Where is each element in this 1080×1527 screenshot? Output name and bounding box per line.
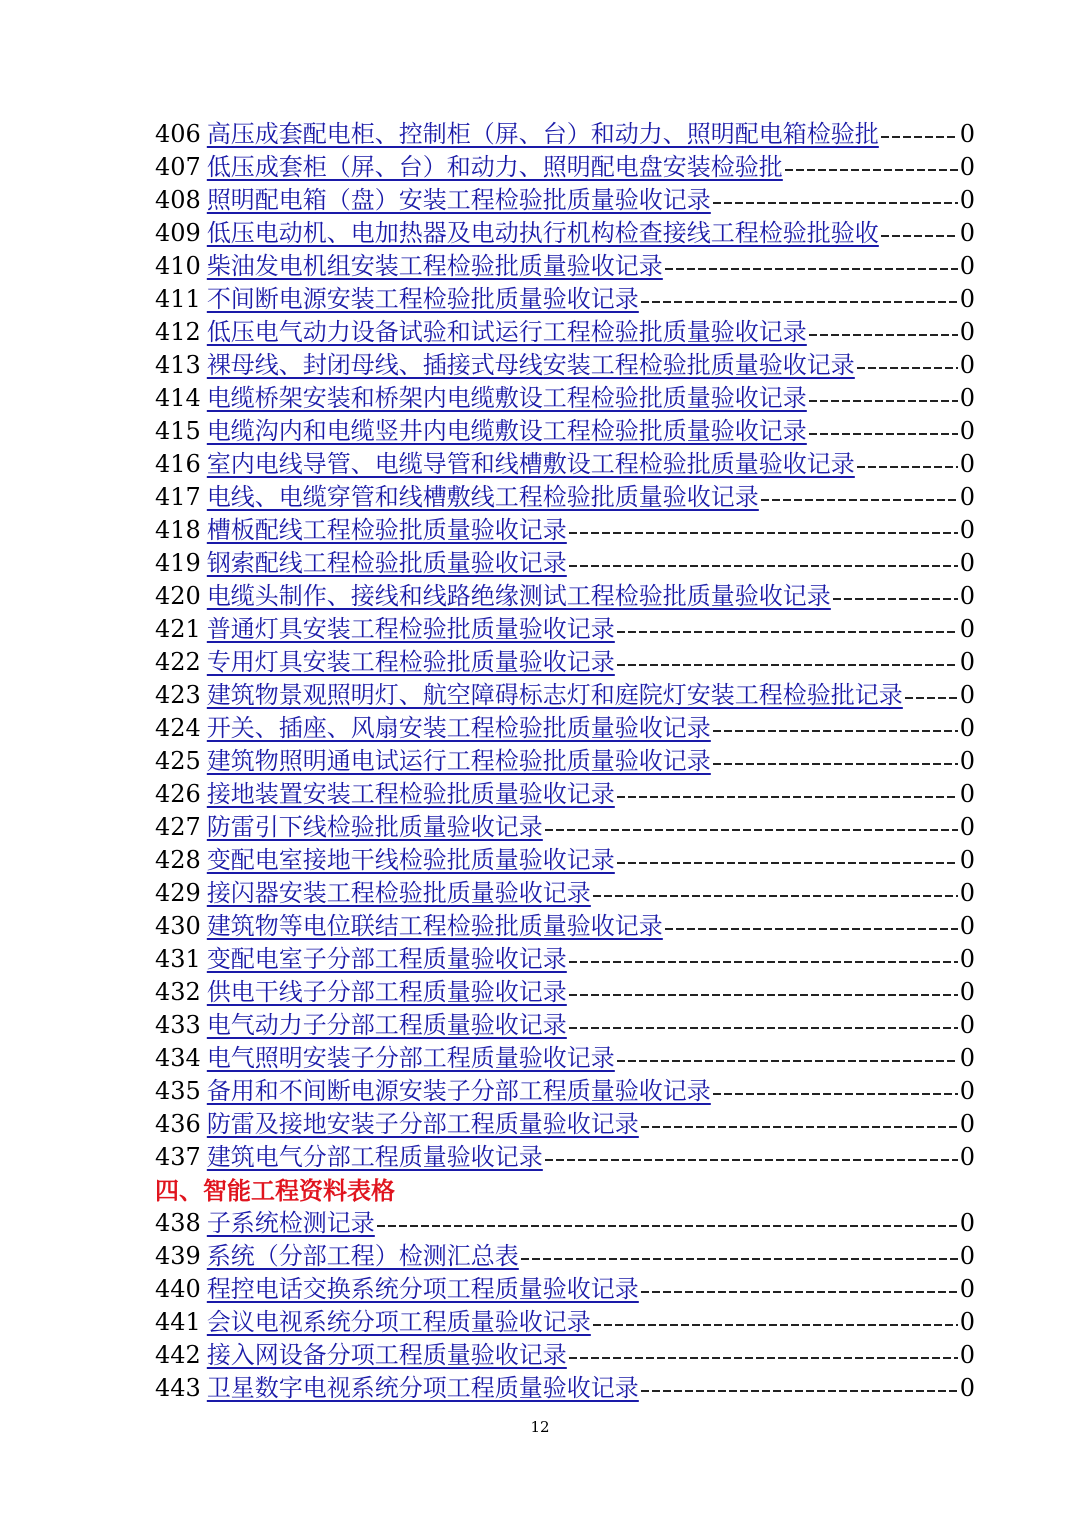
entry-page-number: 0 (959, 1011, 975, 1039)
entry-title-link[interactable]: 建筑物照明通电试运行工程检验批质量验收记录 (206, 747, 711, 775)
dash-leader (545, 1159, 958, 1161)
entry-title-link[interactable]: 照明配电箱（盘）安装工程检验批质量验收记录 (206, 186, 711, 214)
toc-entry (155, 448, 975, 481)
entry-title-link[interactable]: 供电干线子分部工程质量验收记录 (206, 978, 567, 1006)
entry-number: 406 (155, 120, 201, 148)
toc-entry (155, 349, 975, 382)
entry-page-number: 0 (959, 714, 975, 742)
section-heading: 四、智能工程资料表格 (155, 1176, 395, 1205)
toc-list-intelligent (155, 1207, 975, 1405)
entry-number: 412 (155, 318, 201, 346)
entry-page-number: 0 (959, 879, 975, 907)
entry-page-number: 0 (959, 450, 975, 478)
entry-title-link[interactable]: 电气照明安装子分部工程质量验收记录 (206, 1044, 615, 1072)
toc-entry (155, 844, 975, 877)
entry-page-number: 0 (959, 681, 975, 709)
entry-page-number: 0 (959, 318, 975, 346)
dash-leader (641, 1390, 958, 1392)
entry-page-number: 0 (959, 912, 975, 940)
toc-entry (155, 415, 975, 448)
entry-number: 433 (155, 1011, 201, 1039)
entry-number: 420 (155, 582, 201, 610)
entry-number: 421 (155, 615, 201, 643)
entry-title-link[interactable]: 电线、电缆穿管和线槽敷线工程检验批质量验收记录 (206, 483, 759, 511)
dash-leader (713, 730, 958, 732)
entry-number: 425 (155, 747, 201, 775)
entry-title-link[interactable]: 钢索配线工程检验批质量验收记录 (206, 549, 567, 577)
dash-leader (665, 268, 958, 270)
entry-number: 427 (155, 813, 201, 841)
entry-page-number: 0 (959, 1044, 975, 1072)
entry-number: 428 (155, 846, 201, 874)
dash-leader (785, 169, 958, 171)
entry-number: 410 (155, 252, 201, 280)
entry-page-number: 0 (959, 945, 975, 973)
toc-entry (155, 1141, 975, 1174)
entry-page-number: 0 (959, 120, 975, 148)
entry-title-link[interactable]: 柴油发电机组安装工程检验批质量验收记录 (206, 252, 663, 280)
toc-list-electrical (155, 118, 975, 1174)
entry-page-number: 0 (959, 780, 975, 808)
toc-entry (155, 778, 975, 811)
toc-entry (155, 580, 975, 613)
toc-entry (155, 1372, 975, 1405)
entry-page-number: 0 (959, 516, 975, 544)
dash-leader (809, 433, 958, 435)
toc-entry (155, 1108, 975, 1141)
entry-number: 431 (155, 945, 201, 973)
dash-leader (713, 763, 958, 765)
entry-number: 438 (155, 1209, 201, 1237)
entry-number: 414 (155, 384, 201, 412)
entry-number: 422 (155, 648, 201, 676)
dash-leader (809, 334, 958, 336)
entry-title-link[interactable]: 会议电视系统分项工程质量验收记录 (206, 1308, 591, 1336)
entry-title-link[interactable]: 低压电动机、电加热器及电动执行机构检查接线工程检验批验收 (206, 219, 879, 247)
entry-page-number: 0 (959, 285, 975, 313)
toc-entry (155, 382, 975, 415)
entry-title-link[interactable]: 卫星数字电视系统分项工程质量验收记录 (206, 1374, 639, 1402)
entry-title-link[interactable]: 接地装置安装工程检验批质量验收记录 (206, 780, 615, 808)
dash-leader (833, 598, 958, 600)
dash-leader (593, 1324, 958, 1326)
entry-title-link[interactable]: 建筑电气分部工程质量验收记录 (206, 1143, 543, 1171)
entry-number: 429 (155, 879, 201, 907)
dash-leader (569, 961, 958, 963)
entry-title-link[interactable]: 建筑物等电位联结工程检验批质量验收记录 (206, 912, 663, 940)
entry-number: 418 (155, 516, 201, 544)
entry-page-number: 0 (959, 219, 975, 247)
entry-number: 430 (155, 912, 201, 940)
entry-title-link[interactable]: 建筑物景观照明灯、航空障碍标志灯和庭院灯安装工程检验批记录 (206, 681, 903, 709)
entry-title-link[interactable]: 电缆沟内和电缆竖井内电缆敷设工程检验批质量验收记录 (206, 417, 807, 445)
dash-leader (569, 565, 958, 567)
toc-entry (155, 1009, 975, 1042)
entry-page-number: 0 (959, 1110, 975, 1138)
toc-entry (155, 976, 975, 1009)
dash-leader (809, 400, 958, 402)
entry-title-link[interactable]: 程控电话交换系统分项工程质量验收记录 (206, 1275, 639, 1303)
entry-page-number: 0 (959, 186, 975, 214)
entry-page-number: 0 (959, 747, 975, 775)
entry-page-number: 0 (959, 1374, 975, 1402)
entry-title-link[interactable]: 电气动力子分部工程质量验收记录 (206, 1011, 567, 1039)
dash-leader (857, 466, 958, 468)
dash-leader (881, 235, 958, 237)
entry-number: 416 (155, 450, 201, 478)
toc-entry (155, 1042, 975, 1075)
entry-number: 439 (155, 1242, 201, 1270)
entry-number: 435 (155, 1077, 201, 1105)
entry-title-link[interactable]: 普通灯具安装工程检验批质量验收记录 (206, 615, 615, 643)
entry-number: 419 (155, 549, 201, 577)
entry-page-number: 0 (959, 483, 975, 511)
dash-leader (569, 1357, 958, 1359)
entry-number: 426 (155, 780, 201, 808)
entry-title-link[interactable]: 低压成套柜（屏、台）和动力、照明配电盘安装检验批 (206, 153, 783, 181)
entry-number: 436 (155, 1110, 201, 1138)
toc-entry (155, 943, 975, 976)
dash-leader (377, 1225, 958, 1227)
toc-entry (155, 217, 975, 250)
entry-page-number: 0 (959, 813, 975, 841)
dash-leader (545, 829, 958, 831)
entry-title-link[interactable]: 裸母线、封闭母线、插接式母线安装工程检验批质量验收记录 (206, 351, 855, 379)
dash-leader (641, 1291, 958, 1293)
dash-leader (593, 895, 958, 897)
entry-number: 408 (155, 186, 201, 214)
entry-title-link[interactable]: 槽板配线工程检验批质量验收记录 (206, 516, 567, 544)
entry-title-link[interactable]: 电缆桥架安装和桥架内电缆敷设工程检验批质量验收记录 (206, 384, 807, 412)
entry-number: 409 (155, 219, 201, 247)
dash-leader (617, 862, 958, 864)
entry-page-number: 0 (959, 384, 975, 412)
dash-leader (641, 301, 958, 303)
entry-number: 437 (155, 1143, 201, 1171)
toc-entry (155, 1339, 975, 1372)
entry-title-link[interactable]: 高压成套配电柜、控制柜（屏、台）和动力、照明配电箱检验批 (206, 120, 879, 148)
entry-title-link[interactable]: 变配电室接地干线检验批质量验收记录 (206, 846, 615, 874)
toc-entry (155, 646, 975, 679)
toc-entry (155, 877, 975, 910)
dash-leader (713, 202, 958, 204)
dash-leader (857, 367, 958, 369)
entry-page-number: 0 (959, 615, 975, 643)
entry-page-number: 0 (959, 582, 975, 610)
entry-page-number: 0 (959, 417, 975, 445)
entry-number: 411 (155, 285, 201, 313)
toc-entry (155, 1306, 975, 1339)
entry-number: 432 (155, 978, 201, 1006)
entry-title-link[interactable]: 变配电室子分部工程质量验收记录 (206, 945, 567, 973)
toc-entry (155, 481, 975, 514)
dash-leader (641, 1126, 958, 1128)
entry-page-number: 0 (959, 648, 975, 676)
toc-entry (155, 283, 975, 316)
page-number: 12 (530, 1418, 550, 1436)
toc-entry (155, 811, 975, 844)
entry-number: 441 (155, 1308, 201, 1336)
entry-number: 413 (155, 351, 201, 379)
entry-number: 415 (155, 417, 201, 445)
toc-entry (155, 316, 975, 349)
entry-page-number: 0 (959, 549, 975, 577)
entry-page-number: 0 (959, 1209, 975, 1237)
dash-leader (617, 796, 958, 798)
dash-leader (881, 136, 958, 138)
entry-page-number: 0 (959, 846, 975, 874)
entry-number: 417 (155, 483, 201, 511)
toc-entry (155, 679, 975, 712)
entry-page-number: 0 (959, 1308, 975, 1336)
toc-entry (155, 547, 975, 580)
toc-entry (155, 151, 975, 184)
entry-page-number: 0 (959, 252, 975, 280)
entry-title-link[interactable]: 电缆头制作、接线和线路绝缘测试工程检验批质量验收记录 (206, 582, 831, 610)
entry-title-link[interactable]: 备用和不间断电源安装子分部工程质量验收记录 (206, 1077, 711, 1105)
entry-number: 434 (155, 1044, 201, 1072)
entry-page-number: 0 (959, 1275, 975, 1303)
toc-entry (155, 1207, 975, 1240)
entry-page-number: 0 (959, 1341, 975, 1369)
entry-title-link[interactable]: 不间断电源安装工程检验批质量验收记录 (206, 285, 639, 313)
entry-title-link[interactable]: 系统（分部工程）检测汇总表 (206, 1242, 519, 1270)
entry-title-link[interactable]: 专用灯具安装工程检验批质量验收记录 (206, 648, 615, 676)
entry-number: 440 (155, 1275, 201, 1303)
entry-number: 423 (155, 681, 201, 709)
toc-entry (155, 184, 975, 217)
dash-leader (617, 1060, 958, 1062)
entry-page-number: 0 (959, 153, 975, 181)
toc-entry (155, 514, 975, 547)
entry-number: 424 (155, 714, 201, 742)
dash-leader (569, 532, 958, 534)
toc-entry (155, 712, 975, 745)
dash-leader (905, 697, 958, 699)
dash-leader (569, 1027, 958, 1029)
entry-title-link[interactable]: 低压电气动力设备试验和试运行工程检验批质量验收记录 (206, 318, 807, 346)
dash-leader (617, 631, 958, 633)
toc-entry (155, 118, 975, 151)
entry-title-link[interactable]: 接入网设备分项工程质量验收记录 (206, 1341, 567, 1369)
dash-leader (761, 499, 958, 501)
toc-entry (155, 745, 975, 778)
entry-number: 442 (155, 1341, 201, 1369)
entry-title-link[interactable]: 接闪器安装工程检验批质量验收记录 (206, 879, 591, 907)
entry-page-number: 0 (959, 1077, 975, 1105)
dash-leader (665, 928, 958, 930)
toc-entry (155, 1273, 975, 1306)
entry-page-number: 0 (959, 1242, 975, 1270)
dash-leader (713, 1093, 958, 1095)
entry-title-link[interactable]: 室内电线导管、电缆导管和线槽敷设工程检验批质量验收记录 (206, 450, 855, 478)
toc-entry (155, 910, 975, 943)
entry-number: 407 (155, 153, 201, 181)
entry-page-number: 0 (959, 351, 975, 379)
dash-leader (617, 664, 958, 666)
entry-number: 443 (155, 1374, 201, 1402)
dash-leader (569, 994, 958, 996)
toc-entry (155, 613, 975, 646)
entry-title-link[interactable]: 子系统检测记录 (206, 1209, 375, 1237)
dash-leader (521, 1258, 958, 1260)
entry-page-number: 0 (959, 1143, 975, 1171)
entry-title-link[interactable]: 防雷及接地安装子分部工程质量验收记录 (206, 1110, 639, 1138)
entry-title-link[interactable]: 防雷引下线检验批质量验收记录 (206, 813, 543, 841)
entry-page-number: 0 (959, 978, 975, 1006)
entry-title-link[interactable]: 开关、插座、风扇安装工程检验批质量验收记录 (206, 714, 711, 742)
toc-entry (155, 250, 975, 283)
table-of-contents (155, 118, 975, 1405)
toc-entry (155, 1240, 975, 1273)
toc-entry (155, 1075, 975, 1108)
